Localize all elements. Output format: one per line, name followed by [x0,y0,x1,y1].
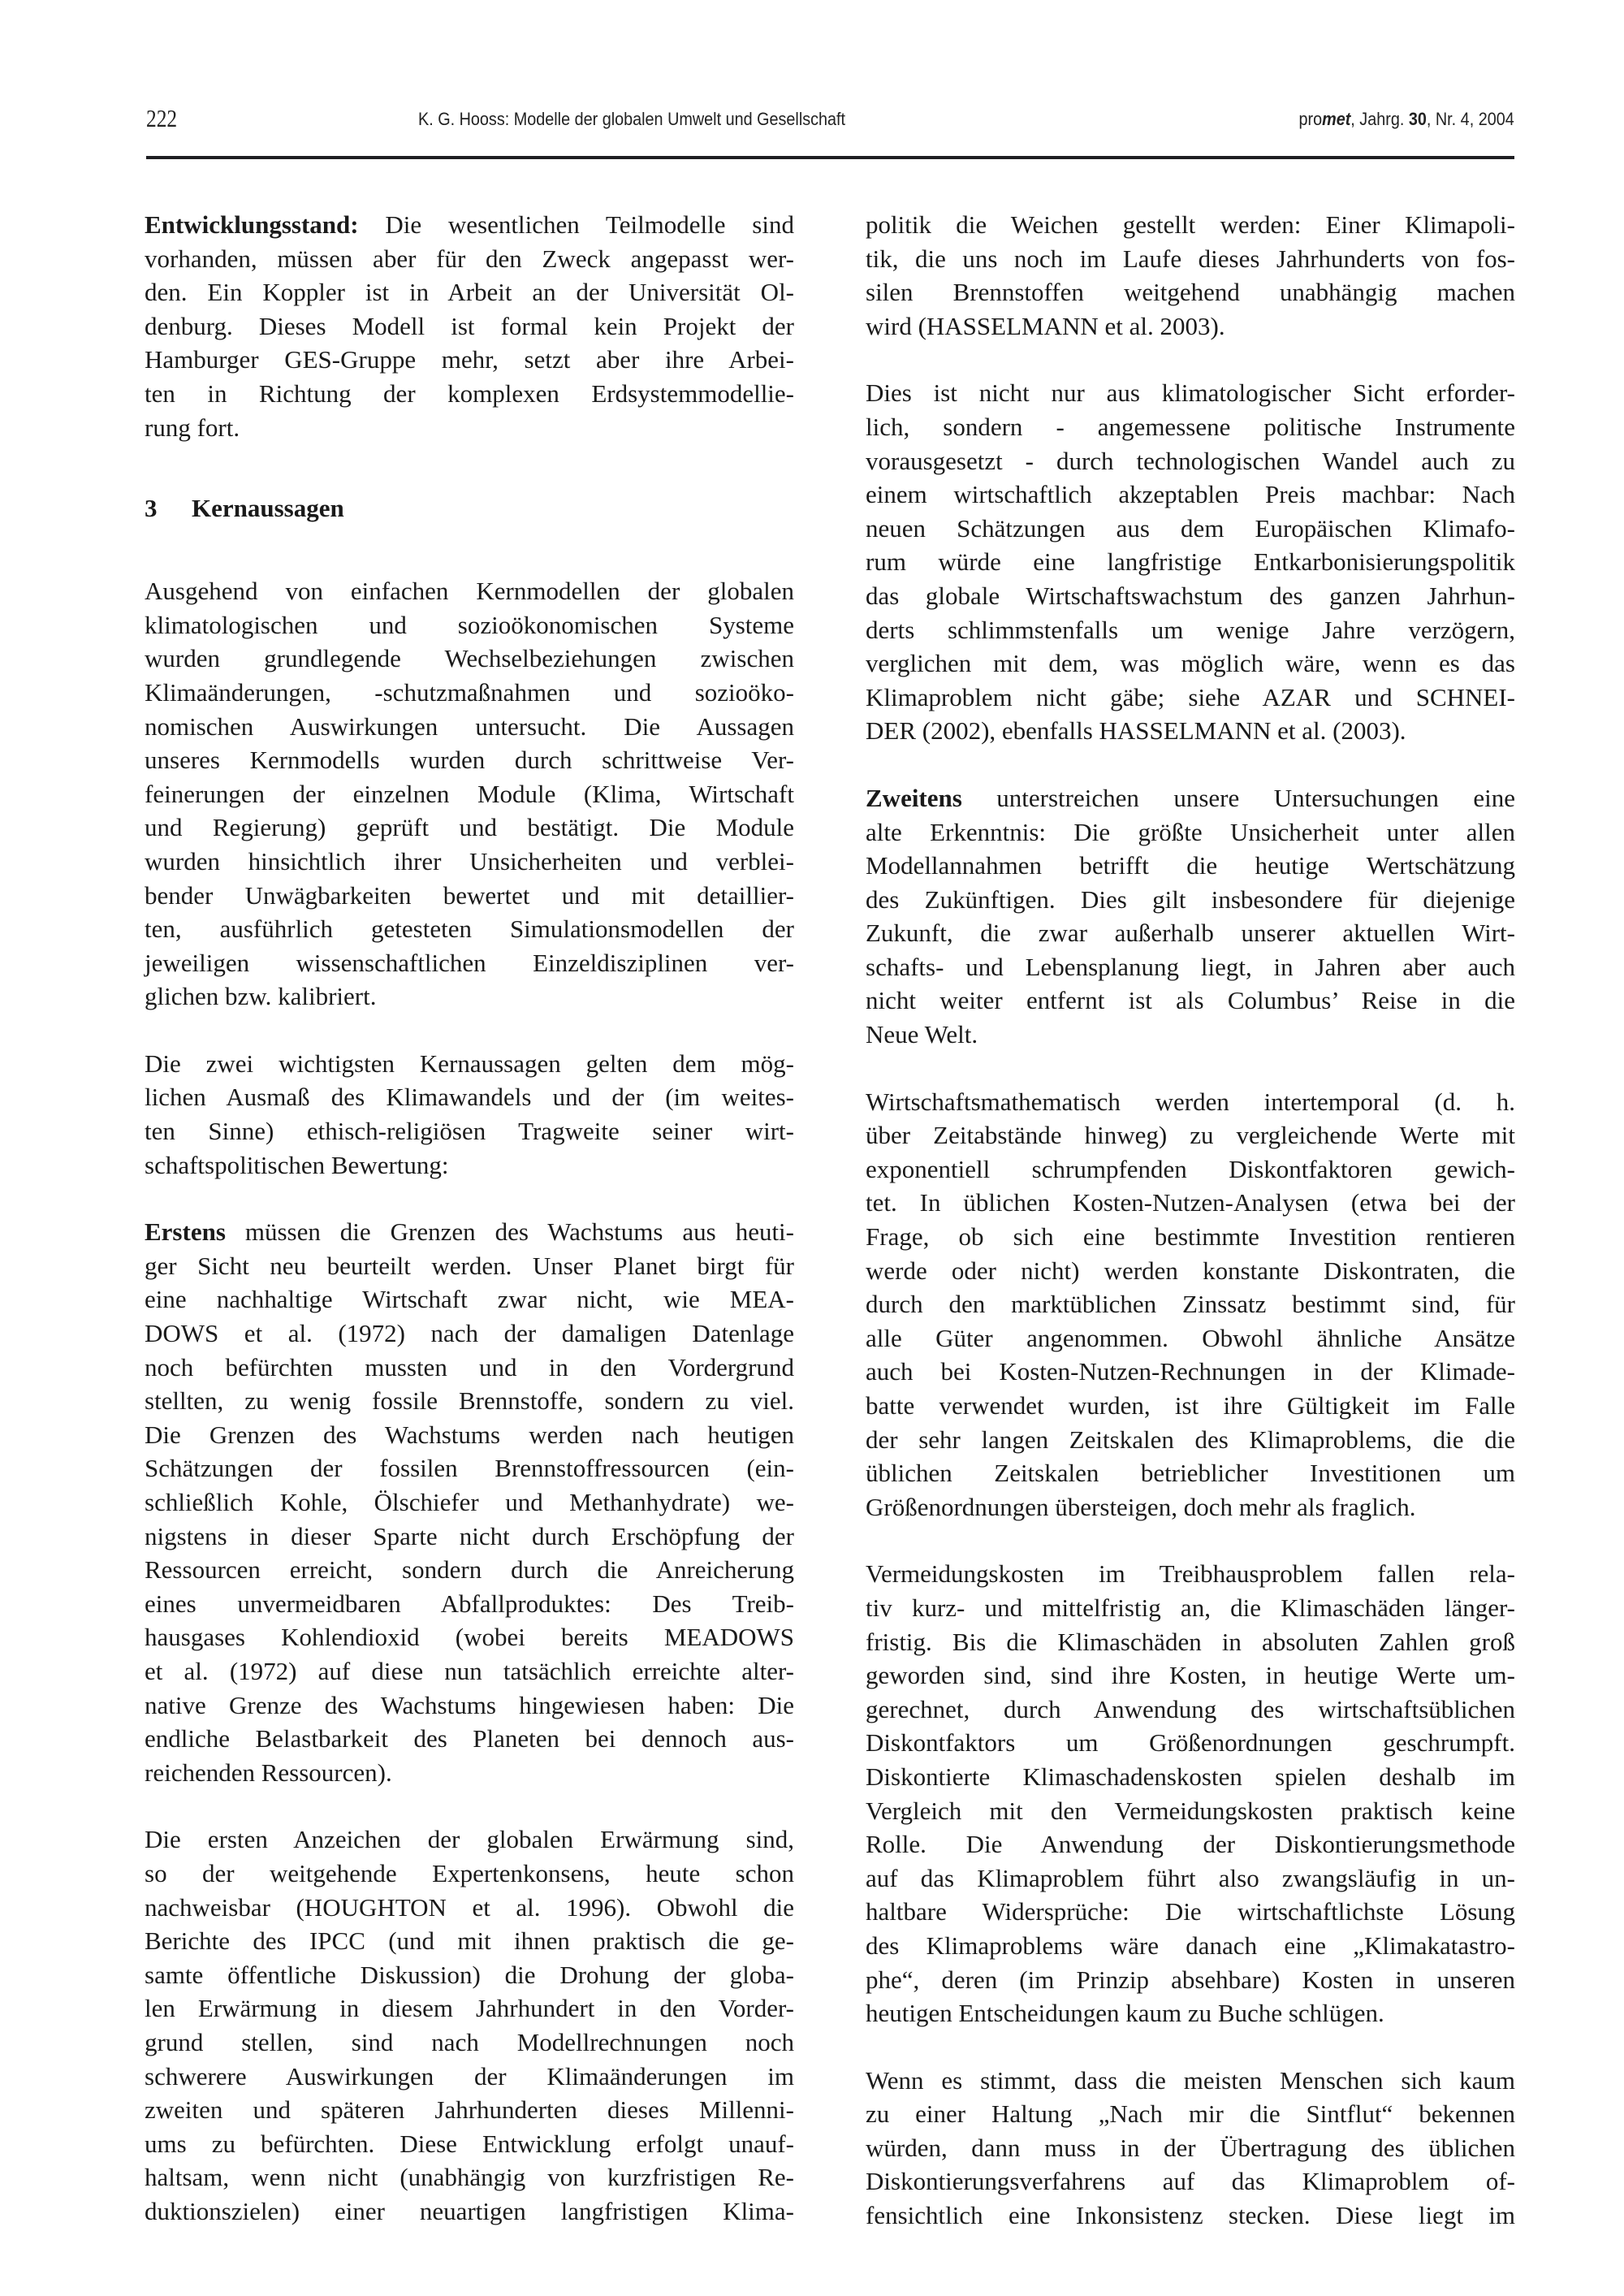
line-text: eines unvermeidbaren Abfallproduktes: Des Treib- [145,1589,794,1618]
text-line [866,2097,1515,2131]
line-text: rung fort. [145,413,240,442]
text-line [145,574,794,608]
line-text: schaftspolitischen Bewertung: [145,1150,449,1179]
text-line [866,1389,1515,1423]
text-line [866,1423,1515,1457]
line-text: Die zwei wichtigsten Kernaussagen gelten dem mög- [145,1049,794,1078]
text-line [866,849,1515,883]
text-line [145,377,794,411]
line-text: et al. (1972) auf diese nun tatsächlich erreichte alter- [145,1656,794,1685]
line-text: fensichtlich eine Inkonsistenz stecken. Diese liegt im [866,2201,1515,2230]
header-rule [146,156,1514,159]
line-text: reichenden Ressourcen). [145,1758,392,1787]
line-text: Ausgehend von einfachen Kernmodellen der globalen [145,577,794,606]
line-text: Hamburger GES-Gruppe mehr, setzt aber ihre Arbei- [145,345,794,374]
line-text: werde oder nicht) werden konstante Diskontraten, die [866,1256,1515,1285]
line-text: durch den marktüblichen Zinssatz bestimmt sind, für [866,1290,1515,1319]
text-line [145,1891,794,1925]
paragraph-zweitens [866,781,1515,1052]
line-text: duktionszielen) einer neuartigen langfristigen Klima- [145,2196,794,2225]
line-text: DER (2002), ebenfalls HASSELMANN et al. (2003). [866,716,1406,746]
section-number: 3 [145,494,158,523]
paragraph-vermeidungskosten [866,1557,1515,2030]
text-line [866,1625,1515,1659]
text-line [145,710,794,744]
text-line [866,2199,1515,2233]
line-text: Wirtschaftsmathematisch werden intertemporal (d. h. [866,1087,1515,1116]
paragraph-ausgehend [145,574,794,1014]
text-line [145,1756,794,1790]
line-text: stellten, zu wenig fossile Brennstoffe, sondern zu viel. [145,1386,794,1416]
line-text: den. Ein Koppler ist in Arbeit an der Universität Ol- [145,278,794,307]
text-line [145,1418,794,1452]
line-text: Vergleich mit den Vermeidungskosten praktisch keine [866,1796,1515,1825]
text-line [866,579,1515,613]
journal-year-label: , Jahrg. [1350,109,1410,129]
text-line [145,1215,794,1249]
line-text: glichen bzw. kalibriert. [145,982,377,1011]
text-line [866,309,1515,344]
paragraph-kernaussagen-intro [145,1047,794,1182]
line-text: Diskontierte Klimaschadenskosten spielen deshalb im [866,1762,1515,1791]
journal-volume: 30 [1409,109,1427,129]
text-line [866,1254,1515,1288]
line-text: Rolle. Die Anwendung der Diskontierungsmethode [866,1830,1515,1859]
text-line [866,714,1515,748]
line-text: schwerere Auswirkungen der Klimaänderungen im [145,2061,794,2091]
line-text: Berichte des IPCC (und mit ihnen praktisch die ge- [145,1926,794,1956]
text-line [866,646,1515,681]
journal-citation [1299,109,1514,130]
line-text: Klimaänderungen, -schutzmaßnahmen und sozioöko- [145,677,794,707]
line-text: samte öffentliche Diskussion) die Drohung der globa- [145,1960,794,1989]
text-line [866,1861,1515,1896]
text-line [866,242,1515,276]
line-text: einem wirtschaftlich akzeptablen Preis machbar: Nach [866,480,1515,509]
line-text: silen Brennstoffen weitgehend unabhängig machen [866,278,1515,307]
line-text: feinerungen der einzelnen Module (Klima, Wirtschaft [145,779,794,808]
paragraph-klimapolitik-cont [866,208,1515,343]
text-line [145,1553,794,1587]
line-text: wurden hinsichtlich ihrer Unsicherheiten und verblei- [145,846,794,876]
line-text: fristig. Bis die Klimaschäden in absoluten Zahlen groß [866,1627,1515,1656]
text-line [866,613,1515,647]
line-text: Modellannahmen betrifft die heutige Wertschätzung [866,851,1515,880]
line-text: tiv kurz- und mittelfristig an, die Klimaschäden länger- [866,1593,1515,1622]
paragraph-entwicklungsstand [145,208,794,444]
text-line [145,1823,794,1857]
text-line [145,242,794,276]
line-text: schafts- und Lebensplanung liegt, in Jahren aber auch [866,952,1515,981]
line-text: vorhanden, müssen aber für den Zweck angepasst wer- [145,244,794,273]
text-line [866,984,1515,1018]
text-line [145,946,794,980]
line-text: ten in Richtung der komplexen Erdsystemmodellie- [145,378,794,408]
text-line [145,1249,794,1283]
text-line [145,1351,794,1385]
line-text: verglichen mit dem, was möglich wäre, wenn es das [866,649,1515,678]
line-text: ten Sinne) ethisch-religiösen Tragweite seiner wirt- [145,1117,794,1146]
line-text: Diskontierungsverfahrens auf das Klimaproblem of- [866,2167,1515,2196]
line-text: zu einer Haltung „Nach mir die Sintflut“ bekennen [866,2099,1515,2129]
text-line [145,208,794,242]
text-line [866,1220,1515,1254]
text-line [866,2164,1515,2199]
text-line [145,642,794,676]
line-text: native Grenze des Wachstums hingewiesen haben: Die [145,1690,794,1719]
line-text: lich, sondern - angemessene politische Instrumente [866,412,1515,441]
text-line [866,1794,1515,1828]
text-line [866,275,1515,309]
text-line [866,545,1515,579]
text-line [866,1658,1515,1693]
line-text: Diskontfaktors um Größenordnungen geschrumpft. [866,1728,1515,1758]
text-line [145,1620,794,1654]
text-line [866,1996,1515,2030]
line-text: würden, dann muss in der Übertragung des üblichen [866,2133,1515,2162]
line-text: klimatologischen und sozioökonomischen Systeme [145,610,794,639]
line-text: Neue Welt. [866,1020,978,1049]
line-text: nigstens in dieser Sparte nicht durch Erschöpfung der [145,1521,794,1550]
text-line [145,743,794,777]
text-line [866,1827,1515,1861]
text-line [145,2194,794,2229]
text-line [866,1321,1515,1356]
line-text: haltsam, wenn nicht (unabhängig von kurzfristigen Re- [145,2163,794,2192]
line-text: tik, die uns noch im Laufe dieses Jahrhunderts von fos- [866,244,1515,273]
section-title: Kernaussagen [192,494,344,523]
line-text: len Erwärmung in diesem Jahrhundert in den Vorder- [145,1994,794,2023]
line-text: der sehr langen Zeitskalen des Klimaproblems, die die [866,1425,1515,1454]
text-line [145,1047,794,1081]
text-line [145,608,794,642]
lead-term: Zweitens [866,783,962,812]
text-line [866,444,1515,478]
text-line [145,275,794,309]
line-text: Frage, ob sich eine bestimmte Investition rentieren [866,1222,1515,1252]
line-text: geworden sind, sind ihre Kosten, in heutige Werte um- [866,1661,1515,1690]
line-text: des Klimaproblems wäre danach eine „Klimakatastro- [866,1931,1515,1960]
line-text: DOWS et al. (1972) nach der damaligen Datenlage [145,1319,794,1348]
line-text: nachweisbar (HOUGHTON et al. 1996). Obwohl die [145,1892,794,1922]
left-column [145,208,794,2261]
text-line [145,979,794,1014]
line-text: lichen Ausmaß des Klimawandels und der (im weites- [145,1083,794,1112]
line-text: Die wesentlichen Teilmodelle sind [358,210,794,239]
text-line [866,1929,1515,1963]
text-line [866,1963,1515,1997]
line-text: derts schlimmstenfalls um wenige Jahre verzögern, [866,615,1515,644]
line-text: hausgases Kohlendioxid (wobei bereits MEADOWS [145,1623,794,1652]
text-line [866,815,1515,850]
text-line [145,1587,794,1621]
text-line [145,879,794,913]
text-line [145,811,794,845]
text-line [145,1688,794,1723]
text-line [866,781,1515,815]
text-line [866,376,1515,410]
text-line [145,2026,794,2060]
line-text: Schätzungen der fossilen Brennstoffressourcen (ein- [145,1454,794,1483]
line-text: batte verwendet wurden, ist ihre Gültigkeit im Falle [866,1391,1515,1420]
line-text: tet. In üblichen Kosten-Nutzen-Analysen (etwa bei der [866,1188,1515,1217]
line-text: schließlich Kohle, Ölschiefer und Methanhydrate) we- [145,1488,794,1516]
text-line [145,1654,794,1688]
text-line [145,343,794,377]
line-text: Ressourcen erreicht, sondern durch die Anreicherung [145,1555,794,1585]
text-line [145,1857,794,1891]
text-line [145,676,794,710]
text-line [145,1924,794,1958]
text-line [866,478,1515,512]
text-line [866,1726,1515,1760]
text-line [866,883,1515,917]
line-text: nomischen Auswirkungen untersucht. Die Aussagen [145,711,794,741]
text-line [145,777,794,811]
text-line [866,512,1515,546]
text-line [866,208,1515,242]
line-text: Die Grenzen des Wachstums werden nach heutigen [145,1420,794,1449]
text-line [866,1018,1515,1052]
line-text: und Regierung) geprüft und bestätigt. Die Module [145,813,794,842]
running-title: K. G. Hooss: Modelle der globalen Umwelt und Gesellschaft [418,109,846,129]
line-text: neuen Schätzungen aus dem Europäischen Klimafo- [866,513,1515,543]
line-text: Zukunft, die zwar außerhalb unserer aktuellen Wirt- [866,919,1515,948]
text-line [866,1591,1515,1625]
journal-name-emphasis: met [1322,109,1351,129]
journal-name-prefix: pro [1298,109,1323,129]
text-line [145,1722,794,1756]
text-line [866,1355,1515,1389]
paragraph-dies-ist-nicht-nur [866,376,1515,748]
text-line [866,916,1515,950]
line-text: ten, ausführlich getesteten Simulationsmodellen der [145,915,794,944]
line-text: zweiten und späteren Jahrhunderten dieses Millenni- [145,2095,794,2125]
lead-term: Erstens [145,1217,226,1247]
text-line [866,681,1515,715]
line-text: auf das Klimaproblem führt also zwangsläufig in un- [866,1863,1515,1892]
text-line [145,2060,794,2094]
text-line [145,1520,794,1554]
line-text: auch bei Kosten-Nutzen-Rechnungen in der Klimade- [866,1357,1515,1386]
text-line [145,309,794,344]
line-text: noch befürchten mussten und in den Vordergrund [145,1352,794,1381]
text-line [145,1485,794,1520]
line-text: gerechnet, durch Anwendung des wirtschaftsüblichen [866,1694,1515,1723]
line-text: haltbare Widersprüche: Die wirtschaftlichste Lösung [866,1897,1515,1926]
text-line [145,2160,794,2194]
line-text: denburg. Dieses Modell ist formal kein Projekt der [145,311,794,340]
line-text: jeweiligen wissenschaftlichen Einzeldisziplinen ver- [145,948,794,977]
line-text: Vermeidungskosten im Treibhausproblem fallen rela- [866,1559,1515,1589]
paragraph-wenn-es-stimmt [866,2064,1515,2233]
line-text: Klimaproblem nicht gäbe; siehe AZAR und SCHNEI- [866,682,1515,711]
line-text: üblichen Zeitskalen betrieblicher Investitionen um [866,1459,1515,1488]
text-line [866,1895,1515,1929]
line-text: vorausgesetzt - durch technologischen Wandel auch zu [866,446,1515,475]
text-line [866,1085,1515,1119]
line-text: grund stellen, sind nach Modellrechnungen noch [145,2027,794,2056]
text-line [145,2127,794,2161]
line-text: eine nachhaltige Wirtschaft zwar nicht, wie MEA- [145,1285,794,1314]
text-line [866,1152,1515,1187]
text-line [866,1118,1515,1152]
line-text: heutigen Entscheidungen kaum zu Buche schlügen. [866,1999,1384,2028]
text-line [866,2064,1515,2098]
paragraph-erste-anzeichen [145,1823,794,2228]
line-text: wurden grundlegende Wechselbeziehungen zwischen [145,644,794,673]
page-number: 222 [146,104,178,132]
text-line [866,2131,1515,2165]
text-line [145,1991,794,2026]
text-line [866,950,1515,984]
line-text: rum würde eine langfristige Entkarbonisierungspolitik [866,547,1515,577]
text-line [145,1317,794,1351]
section-heading [145,491,794,525]
line-text: alte Erkenntnis: Die größte Unsicherheit unter allen [866,817,1515,846]
line-text: über Zeitabstände hinweg) zu vergleichende Werte mit [866,1121,1515,1150]
text-line [866,1287,1515,1321]
line-text: wird (HASSELMANN et al. 2003). [866,311,1225,340]
text-line [145,1148,794,1183]
text-line [866,1557,1515,1591]
paragraph-wirtschaftsmathematisch [866,1085,1515,1524]
text-line [145,1958,794,1992]
line-text: Größenordnungen übersteigen, doch mehr als fraglich. [866,1492,1416,1521]
lead-term: Entwicklungsstand: [145,210,359,239]
text-line [866,1760,1515,1794]
running-header [146,104,1514,136]
text-line [866,1456,1515,1490]
line-text: phe“, deren (im Prinzip absehbare) Kosten in unseren [866,1965,1515,1994]
text-line [145,411,794,445]
line-text: politik die Weichen gestellt werden: Einer Klimapoli- [866,210,1515,239]
line-text: so der weitgehende Expertenkonsens, heute schon [145,1858,794,1887]
line-text: das globale Wirtschaftswachstum des ganzen Jahrhun- [866,581,1515,610]
line-text: ums zu befürchten. Diese Entwicklung erfolgt unauf- [145,2129,794,2158]
line-text: Dies ist nicht nur aus klimatologischer Sicht erforder- [866,378,1515,408]
text-line [866,1693,1515,1727]
text-line [145,912,794,946]
line-text: alle Güter angenommen. Obwohl ähnliche Ansätze [866,1323,1515,1352]
line-text: exponentiell schrumpfenden Diskontfaktoren gewich- [866,1154,1515,1183]
journal-issue: , Nr. 4, 2004 [1427,109,1514,129]
text-line [145,1114,794,1148]
paragraph-erstens [145,1215,794,1789]
text-line [145,1282,794,1317]
text-line [866,1490,1515,1524]
text-line [145,2093,794,2127]
line-text: endliche Belastbarkeit des Planeten bei dennoch aus- [145,1724,794,1753]
right-column [866,208,1515,2266]
line-text: nicht weiter entfernt ist als Columbus’ Reise in die [866,986,1515,1015]
line-text: müssen die Grenzen des Wachstums aus heuti- [225,1217,794,1247]
text-line [145,1080,794,1114]
line-text: unseres Kernmodells wurden durch schrittweise Ver- [145,746,794,775]
line-text: Wenn es stimmt, dass die meisten Menschen sich kaum [866,2065,1515,2095]
text-line [866,1186,1515,1220]
line-text: bender Unwägbarkeiten bewertet und mit detaillier- [145,880,794,910]
line-text: Die ersten Anzeichen der globalen Erwärmung sind, [145,1825,794,1854]
text-line [145,1451,794,1485]
text-line [145,1384,794,1418]
text-line [866,410,1515,444]
line-text: unterstreichen unsere Untersuchungen eine [961,783,1515,812]
line-text: des Zukünftigen. Dies gilt insbesondere für diejenige [866,884,1515,914]
line-text: ger Sicht neu beurteilt werden. Unser Planet birgt für [145,1251,794,1280]
text-line [145,845,794,879]
